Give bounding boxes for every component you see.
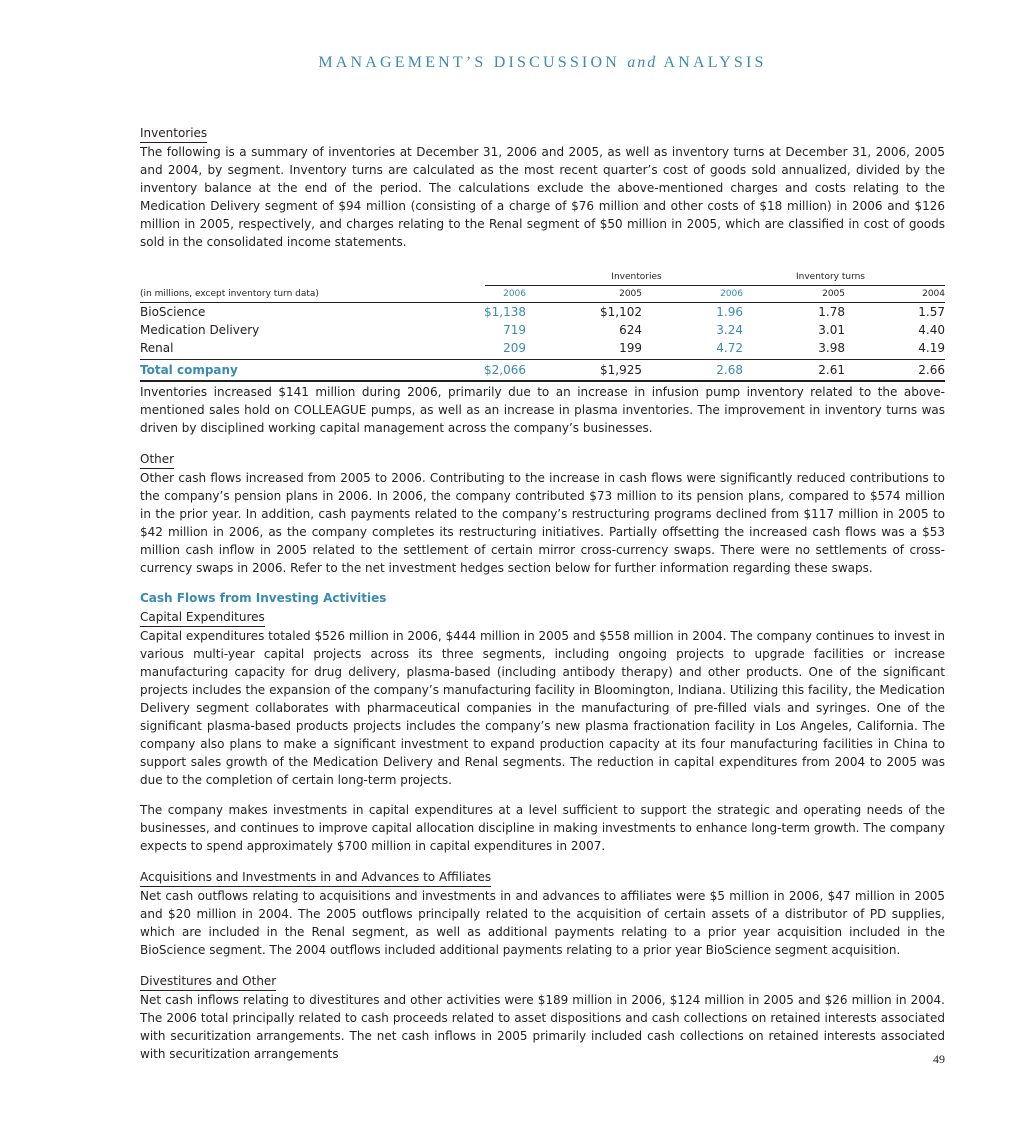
group-header-inventories: Inventories	[611, 272, 662, 282]
cell-value: 3.98	[818, 341, 845, 355]
capex-heading: Capital Expenditures	[140, 609, 265, 627]
header-text-1: MANAGEMENT’S DISCUSSION	[318, 54, 620, 71]
row-label: Renal	[140, 341, 174, 355]
table-row	[140, 321, 945, 339]
cell-value: $1,925	[600, 363, 642, 377]
page-number: 49	[933, 1052, 945, 1066]
cell-value: 4.72	[716, 341, 743, 355]
acquisitions-heading: Acquisitions and Investments in and Advances to Affiliates	[140, 869, 491, 887]
cell-value: $1,102	[600, 305, 642, 319]
cell-value: 2.61	[818, 363, 845, 377]
table-row	[140, 339, 945, 357]
investing-heading: Cash Flows from Investing Activities	[140, 591, 387, 605]
cell-value: 1.78	[818, 305, 845, 319]
cell-value: 4.40	[918, 323, 945, 337]
row-label: BioScience	[140, 305, 206, 319]
col-2005-inv: 2005	[619, 289, 642, 299]
row-label: Medication Delivery	[140, 323, 260, 337]
table-row	[140, 303, 945, 321]
cell-value: 4.19	[918, 341, 945, 355]
acquisitions-text: Net cash outflows relating to acquisitions and investments in and advances to affiliates were $5 million in 2006, $47 million in 2005 and $20 million in 2004. The 2005 outflows principally related to the acquisition of certain assets of a distributor of PD supplies, which are included in the Renal segment, as well as additional payments relating to a prior year acquisition included in the BioScience segment. The 2004 outflows included additional payments relating to a prior year BioScience segment acquisition.	[140, 889, 945, 957]
capex-text-1: Capital expenditures totaled $526 million in 2006, $444 million in 2005 and $558 million in 2004. The company continues to invest in various multi-year capital projects across its three segments, including ongoing projects to upgrade facilities or increase manufacturing capacity for drug delivery, plasma-based (including antibody therapy) and other products. One of the significant projects includes the expansion of the company’s manufacturing facility in Bloomington, Indiana. Utilizing this facility, the Medication Delivery segment collaborates with pharmaceutical companies in the manufacturing of pre-filled vials and syringes. One of the significant plasma-based products projects includes the company’s new plasma fractionation facility in Los Angeles, California. The company also plans to make a significant investment to expand production capacity at its four manufacturing facilities in China to support sales growth of the Medication Delivery and Renal segments. The reduction in capital expenditures from 2004 to 2005 was due to the completion of certain long-term projects.	[140, 629, 945, 787]
cell-value: 1.96	[716, 305, 743, 319]
cell-value: 2.68	[716, 363, 743, 377]
table-header-row	[140, 286, 945, 303]
header-text-and: and	[627, 54, 658, 71]
cell-value: $1,138	[484, 305, 526, 319]
divestitures-text: Net cash inflows relating to divestitures and other activities were $189 million in 2006, $124 million in 2005 and $26 million in 2004. The 2006 total principally related to cash proceeds related to asset dispositions and cash collections on retained interests associated with securitization arrangements. The net cash inflows in 2005 primarily included cash collections on retained interests associated with securitization arrangements	[140, 993, 945, 1061]
table-total-row	[140, 359, 945, 382]
cell-value: 719	[503, 323, 526, 337]
header-label: (in millions, except inventory turn data)	[140, 289, 319, 299]
running-header	[140, 54, 945, 72]
col-2005-turns: 2005	[822, 289, 845, 299]
content	[140, 123, 945, 1063]
other-text: Other cash flows increased from 2005 to 2006. Contributing to the increase in cash flows were significantly reduced contributions to the company’s pension plans in 2006. In 2006, the company contributed $73 million to its pension plans, compared to $574 million in the prior year. In addition, cash payments related to the company’s restructuring programs declined from $117 million in 2005 to $42 million in 2006, as the company completes its restructuring initiatives. Partially offsetting the increased cash flows was a $53 million cash inflow in 2005 related to the settlement of certain mirror cross-currency swaps. There were no settlements of cross-currency swaps in 2006. Refer to the net investment hedges section below for further information regarding these swaps.	[140, 471, 945, 575]
header-text-2: ANALYSIS	[663, 54, 767, 71]
inventories-after: Inventories increased $141 million during 2006, primarily due to an increase in infusion pump inventory related to the above-mentioned sales hold on COLLEAGUE pumps, as well as an increase in plasma inventories. The improvement in inventory turns was driven by disciplined working capital management across the company’s businesses.	[140, 385, 945, 435]
cell-value: $2,066	[484, 363, 526, 377]
col-2004-turns: 2004	[922, 289, 945, 299]
other-heading: Other	[140, 451, 174, 469]
cell-value: 209	[503, 341, 526, 355]
cell-value: 2.66	[918, 363, 945, 377]
total-label: Total company	[140, 363, 238, 377]
group-header-turns: Inventory turns	[795, 272, 866, 282]
inventories-intro: The following is a summary of inventories at December 31, 2006 and 2005, as well as inventory turns at December 31, 2006, 2005 and 2004, by segment. Inventory turns are calculated as the most recent quarter’s cost of goods sold annualized, divided by the inventory balance at the end of the period. The calculations exclude the above-mentioned charges and costs relating to the Medication Delivery segment of $94 million (consisting of a charge of $76 million and other costs of $18 million) in 2006 and $126 million in 2005, respectively, and charges relating to the Renal segment of $50 million in 2005, which are classified in cost of goods sold in the consolidated income statements.	[140, 145, 945, 249]
document-page	[140, 0, 945, 1122]
capex-text-2: The company makes investments in capital expenditures at a level sufficient to support the strategic and operating needs of the businesses, and continues to improve capital allocation discipline in making investments to enhance long-term growth. The company expects to spend approximately $700 million in capital expenditures in 2007.	[140, 803, 945, 853]
cell-value: 199	[619, 341, 642, 355]
cell-value: 3.24	[716, 323, 743, 337]
col-2006-turns: 2006	[720, 289, 743, 299]
inventories-table	[140, 271, 945, 383]
divestitures-heading: Divestitures and Other	[140, 973, 276, 991]
col-2006-inv: 2006	[503, 289, 526, 299]
cell-value: 1.57	[918, 305, 945, 319]
inventories-heading: Inventories	[140, 125, 207, 143]
cell-value: 624	[619, 323, 642, 337]
cell-value: 3.01	[818, 323, 845, 337]
